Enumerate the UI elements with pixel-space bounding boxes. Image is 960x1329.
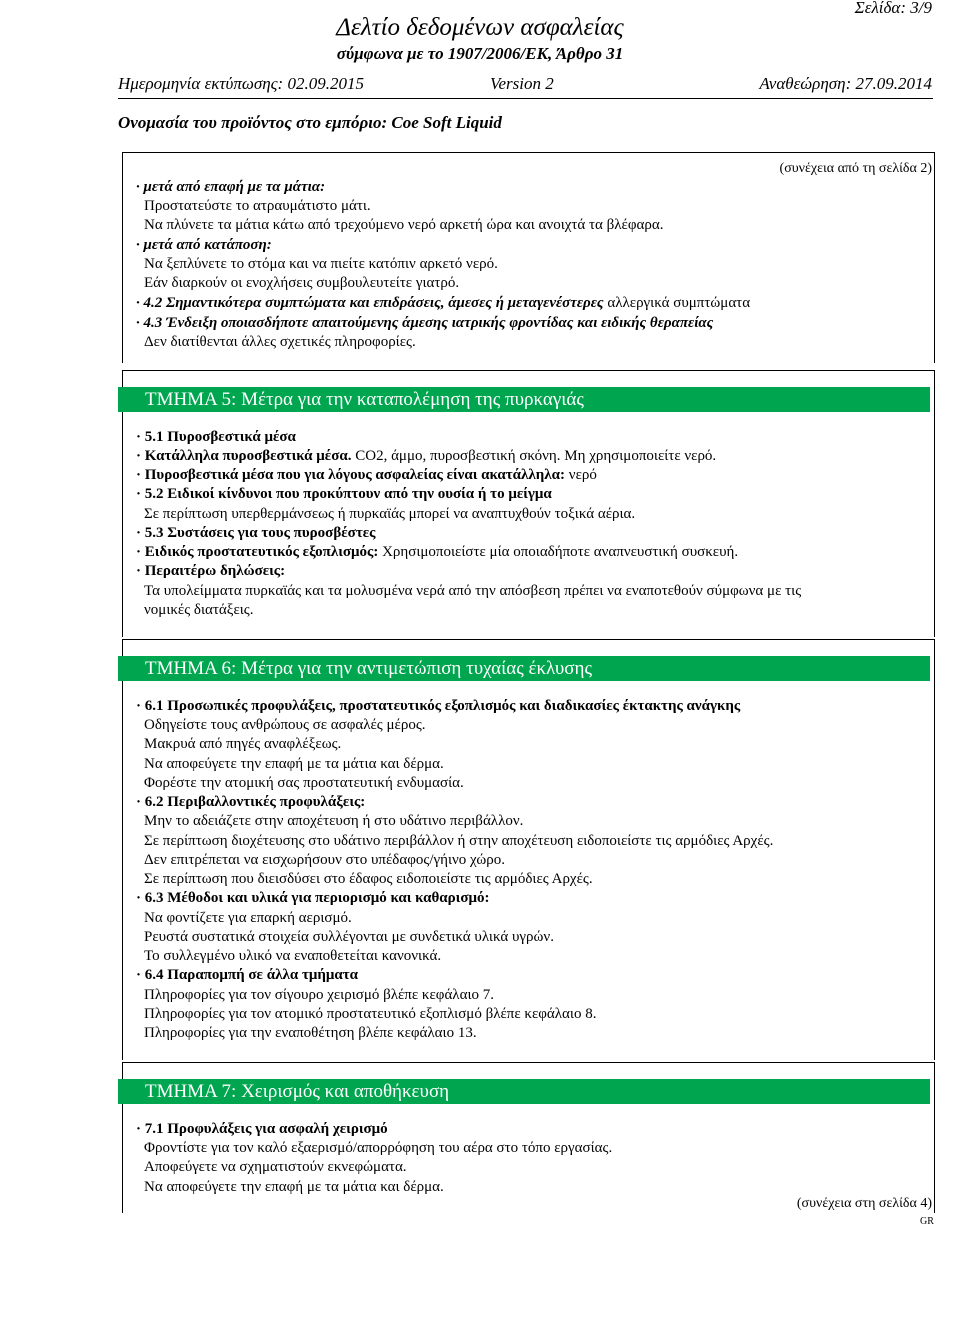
section6-header bbox=[118, 656, 930, 681]
section7-header bbox=[118, 1079, 930, 1104]
revision-date: Αναθεώρηση: 27.09.2014 bbox=[759, 74, 932, 93]
document-title: Δελτίο δεδομένων ασφαλείας bbox=[336, 14, 624, 41]
subheading: · 6.2 Περιβαλλοντικές προφυλάξεις: bbox=[136, 794, 366, 810]
subheading: · 4.2 Σημαντικότερα συμπτώματα και επιδράσεις, άμεσες ή μεταγενέστερες bbox=[136, 295, 604, 311]
subheading: · 6.3 Μέθοδοι και υλικά για περιορισμό και καθαρισμό: bbox=[136, 890, 490, 906]
subheading: · Περαιτέρω δηλώσεις: bbox=[136, 563, 286, 579]
text-line: Να αποφεύγετε την επαφή με τα μάτια και δέρμα. bbox=[144, 1179, 444, 1195]
text-line: Εάν διαρκούν οι ενοχλήσεις συμβουλευτείτε γιατρό. bbox=[144, 275, 460, 291]
text-line: Να αποφεύγετε την επαφή με τα μάτια και δέρμα. bbox=[144, 756, 444, 772]
text-line: Πληροφορίες για τον σίγουρο χειρισμό βλέπε κεφάλαιο 7. bbox=[144, 987, 494, 1003]
subheading: · 7.1 Προφυλάξεις για ασφαλή χειρισμό bbox=[136, 1121, 388, 1137]
text-value: νερό bbox=[565, 467, 597, 483]
text-line bbox=[136, 294, 750, 313]
subheading: · 5.2 Ειδικοί κίνδυνοι που προκύπτουν από την ουσία ή το μείγμα bbox=[136, 486, 552, 502]
text-line: Ρευστά συστατικά στοιχεία συλλέγονται με συνδετικά υλικά υγρών. bbox=[144, 929, 554, 945]
text-line: Φροντίστε για τον καλό εξαερισμό/απορρόφηση του αέρα στο τόπο εργασίας. bbox=[144, 1140, 613, 1156]
text-line: Προστατεύστε το ατραυμάτιστο μάτι. bbox=[144, 198, 371, 214]
subheading: · 6.4 Παραπομπή σε άλλα τμήματα bbox=[136, 967, 359, 983]
language-code: GR bbox=[920, 1216, 934, 1227]
text-value: αλλεργικά συμπτώματα bbox=[603, 295, 751, 311]
text-line: Τα υπολείμματα πυρκαϊάς και τα μολυσμένα νερά από την απόσβεση πρέπει να εναποτεθούν σύμφωνα με τις bbox=[144, 583, 802, 599]
text-line: Οδηγείστε τους ανθρώπους σε ασφαλές μέρος. bbox=[144, 717, 426, 733]
text-line: Το συλλεγμένο υλικό να εναποθετείται κανονικά. bbox=[144, 948, 442, 964]
subheading: · Πυροσβεστικά μέσα που για λόγους ασφαλείας είναι ακατάλληλα: bbox=[136, 467, 566, 483]
subheading: · 6.1 Προσωπικές προφυλάξεις, προστατευτικός εξοπλισμός και διαδικασίες έκτακτης ανάγκης bbox=[136, 698, 741, 714]
text-line: Να ξεπλύνετε το στόμα και να πιείτε κατόπιν αρκετό νερό. bbox=[144, 256, 498, 272]
subheading: · 5.1 Πυροσβεστικά μέσα bbox=[136, 429, 296, 445]
text-line bbox=[136, 466, 597, 485]
subheading: · Κατάλληλα πυροσβεστικά μέσα. bbox=[136, 448, 352, 464]
text-line: · μετά από επαφή με τα μάτια: bbox=[136, 179, 326, 195]
section7-title: ΤΜΗΜΑ 7: Χειρισμός και αποθήκευση bbox=[145, 1081, 450, 1102]
text-line: Αποφεύγετε να σχηματιστούν εκνεφώματα. bbox=[144, 1159, 407, 1175]
text-line: Σε περίπτωση διοχέτευσης στο υδάτινο περιβάλλον ή στην αποχέτευση ειδοποιείστε τις αρμόδιες Αρχές. bbox=[144, 833, 774, 849]
subheading: · 5.3 Συστάσεις για τους πυροσβέστες bbox=[136, 525, 376, 541]
text-line: Πληροφορίες για τον ατομικό προστατευτικό εξοπλισμό βλέπε κεφάλαιο 8. bbox=[144, 1006, 597, 1022]
text-value: Χρησιμοποιείστε μία οποιαδήποτε αναπνευστική συσκευή. bbox=[378, 544, 739, 560]
header-divider bbox=[118, 98, 933, 99]
section5-title: ΤΜΗΜΑ 5: Μέτρα για την καταπολέμηση της πυρκαγιάς bbox=[145, 389, 584, 410]
version: Version 2 bbox=[490, 74, 554, 93]
text-line: Δεν διατίθενται άλλες σχετικές πληροφορίες. bbox=[144, 334, 416, 350]
text-line: Δεν επιτρέπεται να εισχωρήσουν στο υπέδαφος/γήινο χώρο. bbox=[144, 852, 505, 868]
text-line: Πληροφορίες για την εναποθέτηση βλέπε κεφάλαιο 13. bbox=[144, 1025, 477, 1041]
page-number: Σελίδα: 3/9 bbox=[854, 0, 932, 17]
text-line bbox=[136, 543, 738, 562]
product-name: Ονομασία του προϊόντος στο εμπόριο: Coe Soft Liquid bbox=[118, 113, 502, 132]
text-line bbox=[136, 447, 716, 466]
text-line: Μακρυά από πηγές αναφλέξεως. bbox=[144, 736, 342, 752]
subheading: · Ειδικός προστατευτικός εξοπλισμός: bbox=[136, 544, 379, 560]
text-line: νομικές διατάξεις. bbox=[144, 602, 254, 618]
text-value: CO2, άμμο, πυροσβεστική σκόνη. Μη χρησιμοποιείτε νερό. bbox=[351, 448, 717, 464]
text-line: Μην το αδειάζετε στην αποχέτευση ή στο υδάτινο περιβάλλον. bbox=[144, 813, 524, 829]
print-date: Ημερομηνία εκτύπωσης: 02.09.2015 bbox=[118, 74, 364, 93]
section5-header bbox=[118, 387, 930, 412]
document-subtitle: σύμφωνα με το 1907/2006/ΕΚ, Άρθρο 31 bbox=[336, 44, 624, 63]
text-line: Σε περίπτωση που διεισδύσει στο έδαφος ειδοποιείστε τις αρμόδιες Αρχές. bbox=[144, 871, 593, 887]
continued-from-note: (συνέχεια από τη σελίδα 2) bbox=[779, 161, 932, 176]
text-line: Φορέστε την ατομική σας προστατευτική ενδυμασία. bbox=[144, 775, 464, 791]
text-line: Να φοντίζετε για επαρκή αερισμό. bbox=[144, 910, 352, 926]
text-line: Να πλύνετε τα μάτια κάτω από τρεχούμενο νερό αρκετή ώρα και ανοιχτά τα βλέφαρα. bbox=[144, 217, 664, 233]
text-line: · μετά από κατάποση: bbox=[136, 237, 272, 253]
text-line: Σε περίπτωση υπερθερμάνσεως ή πυρκαϊάς μπορεί να αναπτυχθούν τοξικά αέρια. bbox=[144, 506, 636, 522]
continued-on-note: (συνέχεια στη σελίδα 4) bbox=[796, 1196, 932, 1211]
section6-title: ΤΜΗΜΑ 6: Μέτρα για την αντιμετώπιση τυχαίας έκλυσης bbox=[145, 658, 593, 679]
subheading: · 4.3 Ένδειξη οποιασδήποτε απαιτούμενης άμεσης ιατρικής φροντίδας και ειδικής θεραπείας bbox=[136, 315, 714, 331]
